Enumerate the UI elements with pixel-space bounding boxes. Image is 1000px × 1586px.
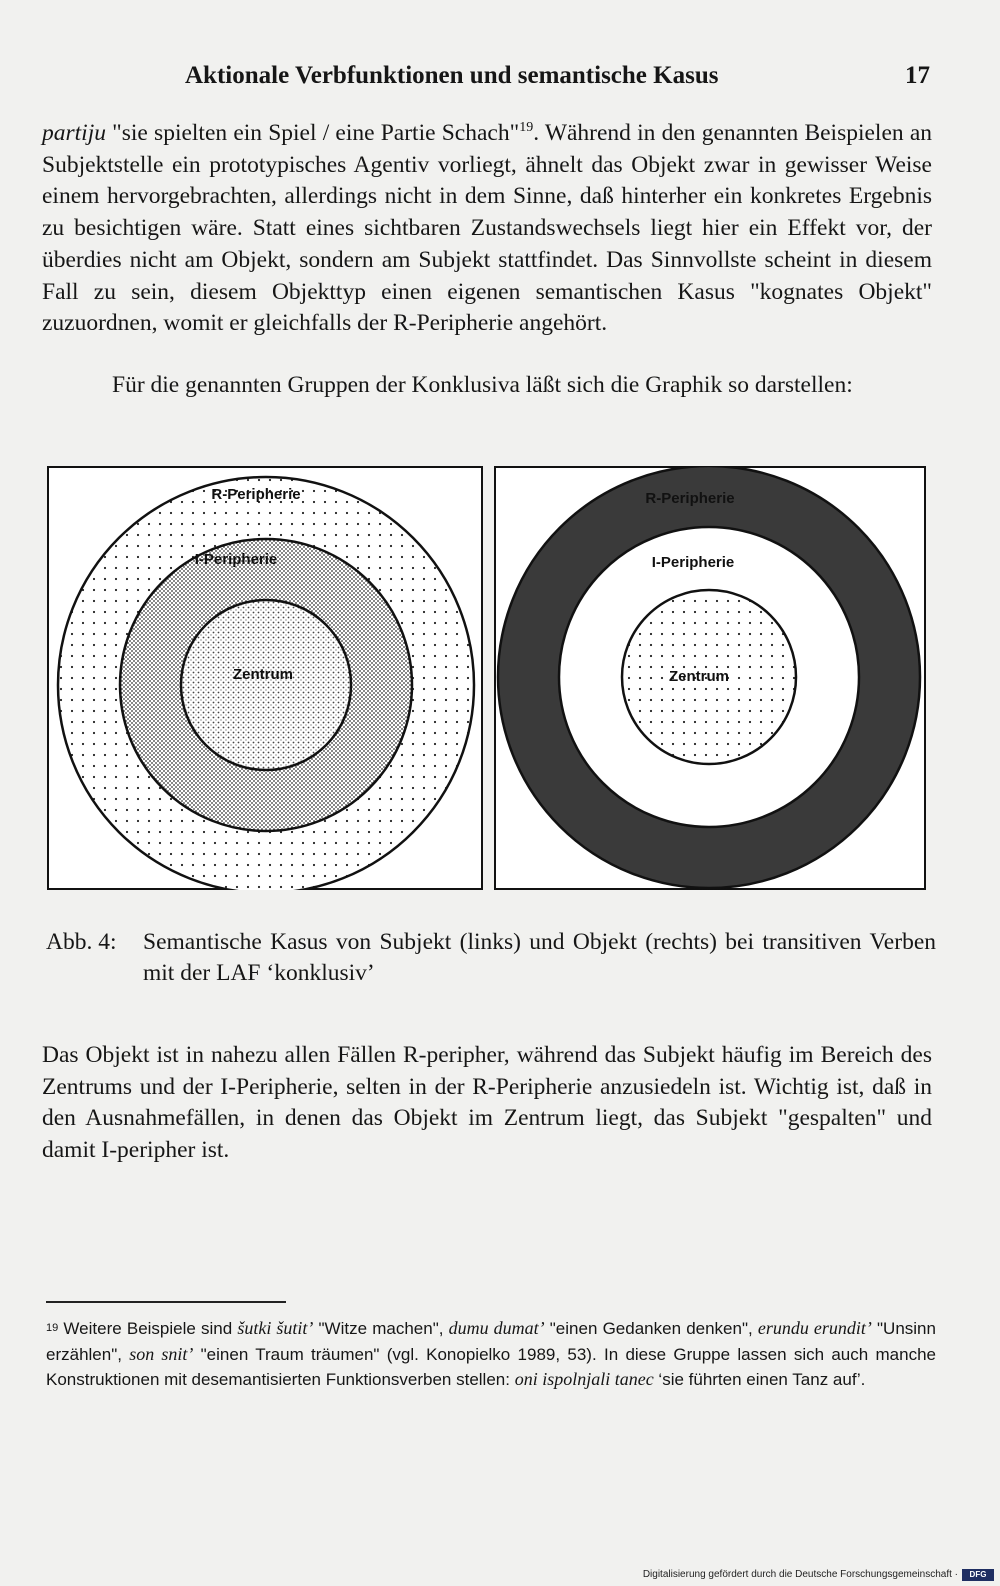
right-z-label: Zentrum [669, 668, 729, 685]
footnote-s1: Weitere Beispiele sind [58, 1319, 238, 1338]
caption-label: Abb. 4: [46, 929, 117, 955]
caption-text: Semantische Kasus von Subjekt (links) und Objekt (rechts) bei transitiven Verben mit der LAF ‘konklusiv’ [143, 929, 936, 986]
footnote-g3: "Unsinn erzählen", [46, 1319, 936, 1364]
paragraph-1-italic: partiju [42, 120, 106, 146]
footnote-19 [46, 1316, 936, 1393]
footnote-example-1: šutki šutit’ [237, 1318, 314, 1338]
footnote-example-5: oni ispolnjali tanec [514, 1369, 654, 1390]
left-z-label: Zentrum [233, 666, 293, 683]
footnote-g2: "einen Gedanken denken", [544, 1319, 758, 1338]
paragraph-1-text-b: . Während in den genannten Beispielen an Subjektstelle ein prototypisches Agentiv vorliegt, ähnelt das Objekt zwar in gewisser Weise einem hervorgebrachten, allerdings nicht in dem Sinne, daß hinterher ein konkretes Ergebnis zu besichtigen wäre. Statt eines sichtbaren Zustandswechsels liegt hier ein Effekt vor, der überdies nicht am Objekt, sondern am Subjekt stattfindet. Das Sinnvollste scheint in diesem Fall zu sein, diesem Objekttyp einen eigenen semantischen Kasus "kognates Objekt" zuzuordnen, womit er gleichfalls der R-Peripherie angehört. [42, 120, 932, 337]
figure-4 [47, 466, 937, 906]
left-i-label: I-Peripherie [194, 551, 278, 568]
object-diagram [494, 466, 926, 890]
right-r-label: R-Peripherie [645, 490, 735, 507]
footnote-g4: "einen Traum träumen" (vgl. Konopielko 1989, 53). In diese Gruppe lassen sich auch manche Konstruktionen mit desemantisierten Funktionsverben stellen: [46, 1344, 936, 1390]
right-i-label: I-Peripherie [651, 554, 735, 571]
footnote-g5: ‘sie führten einen Tanz auf’. [653, 1370, 866, 1390]
paragraph-1-text-a: "sie spielten ein Spiel / eine Partie Schach" [105, 120, 520, 146]
running-title: Aktionale Verbfunktionen und semantische Kasus [185, 62, 719, 89]
subject-diagram [47, 466, 483, 890]
paragraph-3: Das Objekt ist in nahezu allen Fällen R-peripher, während das Subjekt häufig im Bereich des Zentrums und der I-Peripherie, selten in der R-Peripherie anzusiedeln ist. Wichtig ist, daß in den Ausnahmefällen, in denen das Objekt im Zentrum liegt, das Subjekt "gespalten" und damit I-peripher ist. [42, 1042, 932, 1164]
page-number: 17 [905, 62, 930, 89]
footnote-number: 19 [46, 1322, 59, 1334]
paragraph-1 [42, 118, 932, 340]
footnote-example-2: dumu dumat’ [448, 1318, 545, 1338]
footnote-example-4: son snit’ [129, 1343, 194, 1364]
dfg-logo: DFG [962, 1569, 994, 1581]
left-r-label: R-Peripherie [211, 486, 301, 503]
running-header [45, 62, 930, 98]
paragraph-2: Für die genannten Gruppen der Konklusiva läßt sich die Graphik so darstellen: [112, 372, 853, 398]
footnote-example-3: erundu erundit’ [757, 1318, 872, 1338]
digitization-credit: Digitalisierung gefördert durch die Deutsche Forschungsgemeinschaft · [642, 1569, 958, 1580]
footnote-rule [46, 1301, 286, 1303]
left-center [181, 600, 351, 770]
footnote-g1: "Witze machen", [313, 1319, 449, 1338]
footnote-reference[interactable]: 19 [519, 120, 534, 136]
